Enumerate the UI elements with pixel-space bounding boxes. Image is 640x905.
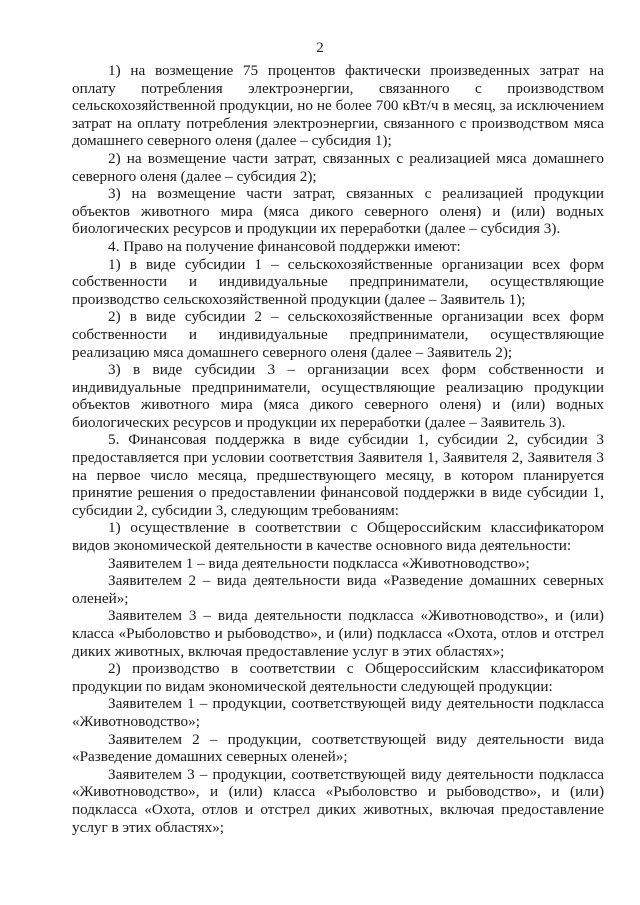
paragraph: 1) в виде субсидии 1 – сельскохозяйственные организации всех форм собственности и индивидуальные предприниматели, осуществляющие производство сельскохозяйственной продукции (далее – Заявитель 1); xyxy=(72,255,604,308)
paragraph: 1) осуществление в соответствии с Общероссийским классификатором видов экономической деятельности в качестве основного вида деятельности: xyxy=(72,519,604,555)
paragraph: 2) на возмещение части затрат, связанных с реализацией мяса домашнего северного оленя (далее – субсидия 2); xyxy=(72,149,604,185)
paragraph: 1) на возмещение 75 процентов фактически произведенных затрат на оплату потребления электроэнергии, связанного с производством сельскохозяйственной продукции, но не более 700 кВт/ч в месяц, за исключением затрат на оплату потребления электроэнергии, связанного с производством мяса домашнего северного оленя (далее – субсидия 1); xyxy=(72,62,604,150)
paragraph: Заявителем 3 – вида деятельности подкласса «Животноводство», и (или) класса «Рыболовство и рыбоводство», и (или) подкласса «Охота, отлов и отстрел диких животных, включая предоставление услуг в этих областях»; xyxy=(72,607,604,660)
paragraph: Заявителем 2 – продукции, соответствующей виду деятельности вида «Разведение домашних северных оленей»; xyxy=(72,730,604,766)
section-heading: 4. Право на получение финансовой поддержки имеют: xyxy=(108,237,461,255)
paragraph: 5. Финансовая поддержка в виде субсидии 1, субсидии 2, субсидии 3 предоставляется при условии соответствия Заявителя 1, Заявителя 2, Заявителя 3 на первое число месяца, предшествующего месяцу, в котором планируется принятие решения о предоставлении финансовой поддержки в виде субсидии 1, субсидии 2, субсидии 3, следующим требованиям: xyxy=(72,431,604,519)
document-body xyxy=(72,62,604,836)
paragraph: Заявителем 1 – вида деятельности подкласса «Животноводство»; xyxy=(108,554,530,572)
paragraph: Заявителем 1 – продукции, соответствующей виду деятельности подкласса «Животноводство»; xyxy=(72,695,604,730)
paragraph: Заявителем 3 – продукции, соответствующей виду деятельности подкласса «Животноводство», и (или) класса «Рыболовство и рыбоводство», и (или) подкласса «Охота, отлов и отстрел диких животных, включая предоставление услуг в этих областях»; xyxy=(72,765,604,836)
paragraph: Заявителем 2 – вида деятельности вида «Разведение домашних северных оленей»; xyxy=(72,572,604,607)
paragraph: 2) производство в соответствии с Общероссийским классификатором продукции по видам экономической деятельности следующей продукции: xyxy=(72,660,604,695)
paragraph: 3) на возмещение части затрат, связанных с реализацией продукции объектов животного мира (мяса дикого северного оленя) и (или) водных биологических ресурсов и продукции их переработки (далее – субсидия 3). xyxy=(72,185,604,238)
paragraph: 2) в виде субсидии 2 – сельскохозяйственные организации всех форм собственности и индивидуальные предприниматели, осуществляющие реализацию мяса домашнего северного оленя (далее – Заявитель 2); xyxy=(72,308,604,361)
page-number: 2 xyxy=(316,40,324,56)
paragraph: 3) в виде субсидии 3 – организации всех форм собственности и индивидуальные предприниматели, осуществляющие реализацию продукции объектов животного мира (мяса дикого северного оленя) и (или) водных биологических ресурсов и продукции их переработки (далее – Заявитель 3). xyxy=(72,361,604,431)
